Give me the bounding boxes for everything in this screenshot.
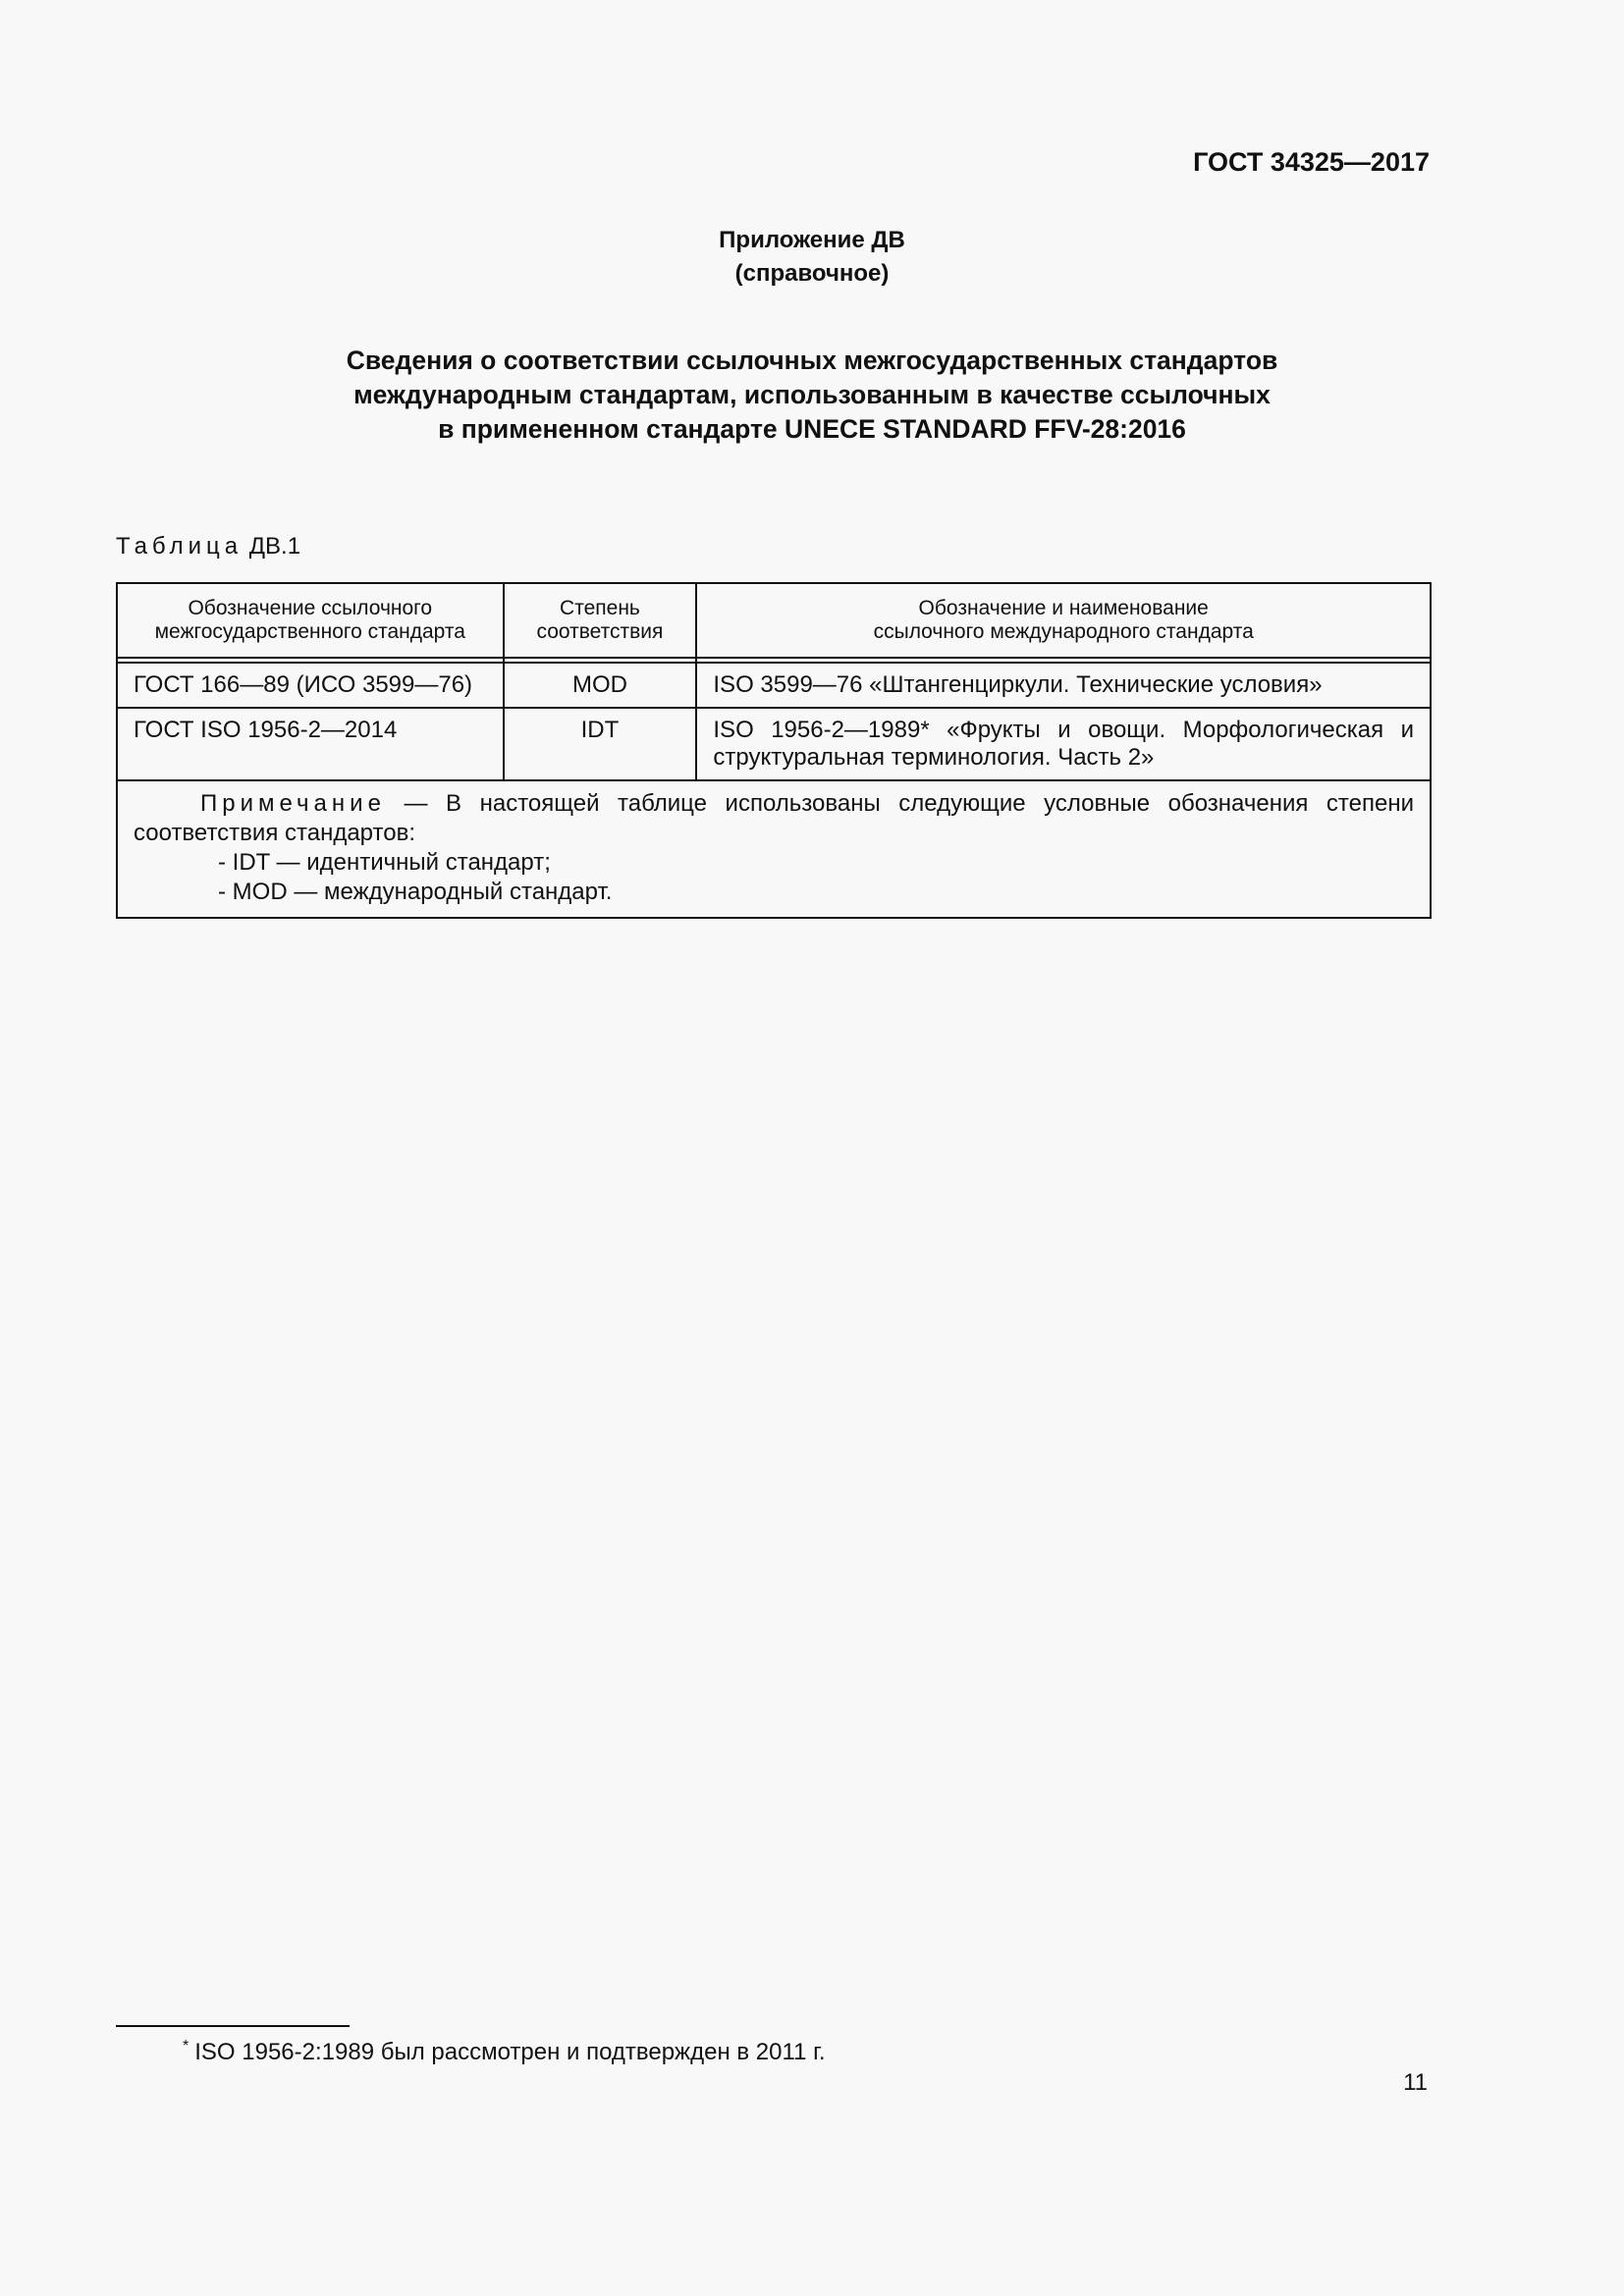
header-col2-line2: соответствия	[536, 620, 664, 643]
footnote-mark: *	[183, 2038, 189, 2055]
title-line-3: в примененном стандарте UNECE STANDARD FFV-28:2016	[438, 414, 1186, 444]
header-col3-line2: ссылочного международного стандарта	[873, 620, 1254, 643]
note-text: В настоящей таблице использованы следующие условные обозначения степени соответствия стандартов:	[134, 790, 1415, 846]
note-dash: —	[385, 790, 447, 817]
page-number: 11	[1403, 2069, 1428, 2096]
table-caption	[116, 533, 300, 561]
appendix-heading	[0, 224, 1624, 291]
note-label: Примечание	[200, 790, 386, 817]
interstate-standard-cell: ГОСТ ISO 1956-2—2014	[117, 708, 504, 780]
header-interstate-standard	[117, 583, 504, 658]
international-standard-cell: ISO 1956-2—1989* «Фрукты и овощи. Морфологическая и структуральная терминология. Часть 2»	[696, 708, 1431, 780]
international-standard-cell: ISO 3599—76 «Штангенциркули. Технические условия»	[696, 663, 1431, 708]
table-header-row	[117, 583, 1431, 658]
interstate-standard-cell: ГОСТ 166—89 (ИСО 3599—76)	[117, 663, 504, 708]
title-line-1: Сведения о соответствии ссылочных межгосударственных стандартов	[346, 346, 1278, 375]
header-col1-line1: Обозначение ссылочного	[188, 597, 433, 619]
table-note	[117, 780, 1431, 918]
header-col2-line1: Степень	[560, 597, 640, 619]
header-degree	[504, 583, 697, 658]
header-col3-line1: Обозначение и наименование	[918, 597, 1209, 619]
note-paragraph	[134, 789, 1414, 848]
degree-cell: MOD	[504, 663, 697, 708]
title-line-2: международным стандартам, использованным в качестве ссылочных	[353, 380, 1271, 409]
footnote-separator	[116, 2025, 350, 2027]
table-note-row	[117, 780, 1431, 918]
appendix-title: Приложение ДВ	[719, 227, 905, 253]
table-caption-label: Таблица	[116, 533, 244, 560]
table-caption-id: ДВ.1	[248, 533, 301, 560]
table-row	[117, 708, 1431, 780]
document-standard-number: ГОСТ 34325—2017	[1193, 147, 1430, 177]
footnote	[183, 2032, 826, 2067]
header-col1-line2: межгосударственного стандарта	[154, 620, 465, 643]
note-item-mod: - MOD — международный стандарт.	[218, 879, 613, 905]
note-item-idt: - IDT — идентичный стандарт;	[218, 849, 551, 876]
appendix-kind: (справочное)	[734, 260, 890, 287]
reference-standards-table	[116, 582, 1432, 919]
degree-cell: IDT	[504, 708, 697, 780]
table-row	[117, 663, 1431, 708]
header-international-standard	[696, 583, 1431, 658]
appendix-main-title	[0, 344, 1624, 447]
footnote-text: ISO 1956-2:1989 был рассмотрен и подтвержден в 2011 г.	[194, 2039, 826, 2065]
